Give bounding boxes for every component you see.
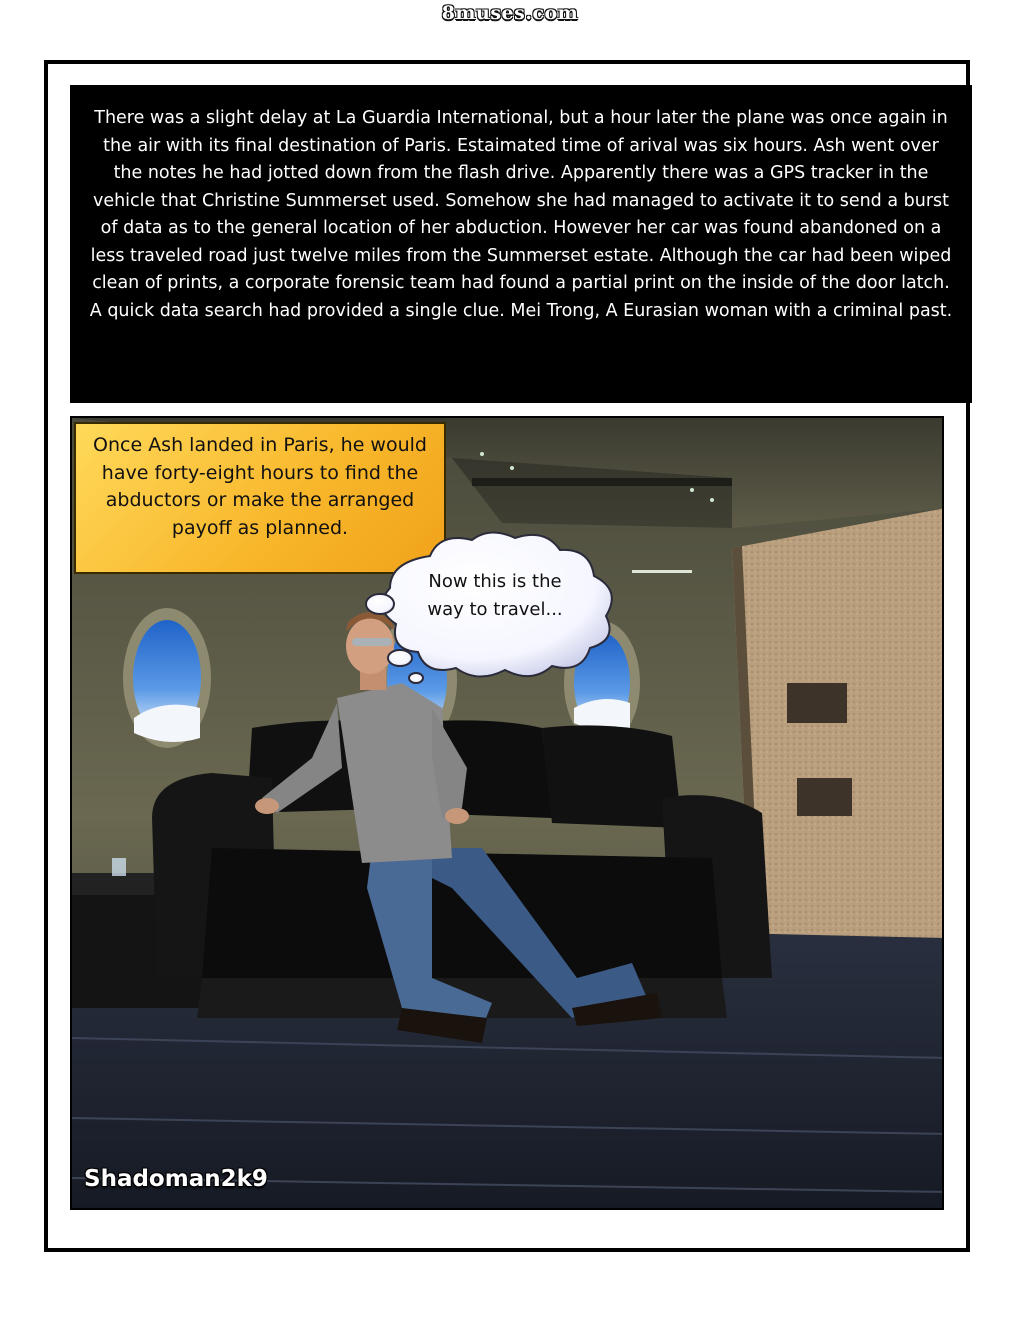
- caption-text: There was a slight delay at La Guardia International, but a hour later the plane was once again in the air with its final destination of Paris. Estaimated time of arival was six hours. Ash went over the notes he had jotted down from the flash drive. Apparently there was a GPS tracker in the vehicle that Christine Summerset used. Somehow she had managed to activate it to send a burst of data as to the general location of her abduction. However her car was found abandoned on a less traveled road just twelve miles from the Summerset estate. Although the car had been wiped clean of prints, a corporate forensic team had found a partial print on the inside of the door latch. A quick data search had provided a single clue. Mei Trong, A Eurasian woman with a criminal past.: [89, 108, 953, 321]
- thought-text: Now this is the way to travel...: [427, 571, 563, 620]
- caption-box: [70, 85, 972, 403]
- narration-text: Once Ash landed in Paris, he would have forty-eight hours to find the abductors or make the arranged payoff as planned.: [93, 434, 427, 539]
- artist-signature: Shadoman2k9: [84, 1166, 268, 1192]
- site-watermark-logo: 8muses.com: [441, 2, 579, 24]
